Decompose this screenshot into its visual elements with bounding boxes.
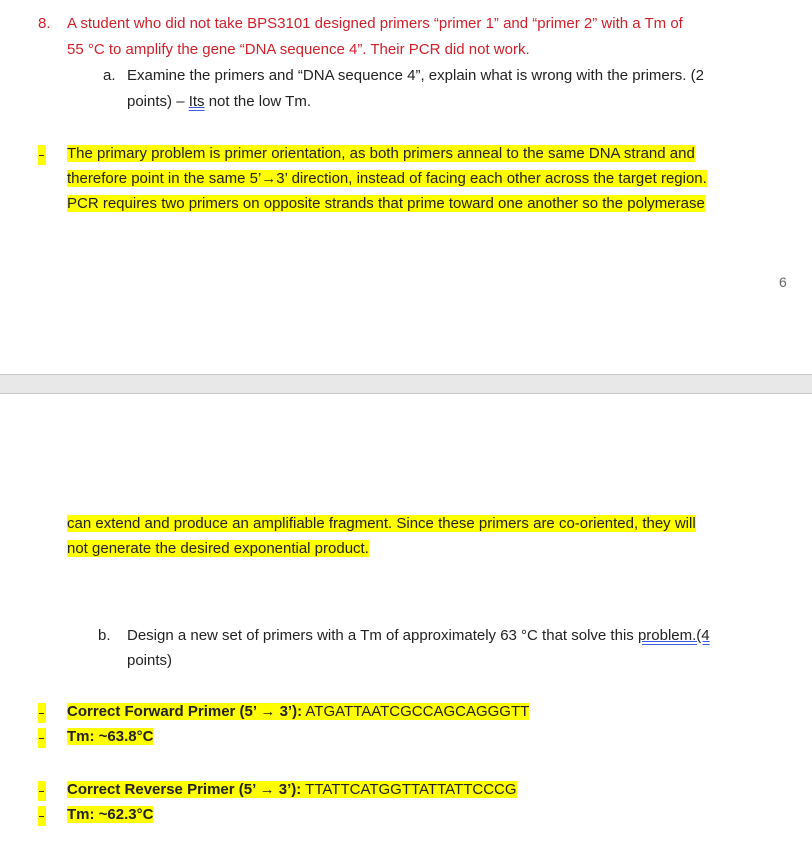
part-b-text-line-1	[127, 627, 710, 644]
question-text-line-2: 55 °C to amplify the gene “DNA sequence 4”. Their PCR did not work.	[67, 41, 530, 58]
question-number: 8.	[38, 15, 51, 32]
part-a-letter: a.	[103, 67, 116, 84]
answer-a-line-4: can extend and produce an amplifiable fragment. Since these primers are co-oriented, they will	[67, 515, 696, 532]
reverse-primer-tm	[67, 806, 153, 823]
forward-primer-label: Correct Forward Primer (5’ → 3’):	[67, 703, 303, 720]
reverse-tm-text: Tm: ~62.3°C	[67, 806, 154, 823]
spellcheck-word-problem: problem.(4	[637, 627, 710, 644]
answer-a-line-2: therefore point in the same 5’→3’ direction, instead of facing each other across the target region.	[67, 170, 707, 187]
part-b-text-line-2: points)	[127, 652, 173, 669]
part-b-letter: b.	[98, 627, 111, 644]
reverse-primer-label: Correct Reverse Primer (5’ → 3’):	[67, 781, 302, 798]
part-a-text-line-1: Examine the primers and “DNA sequence 4”, explain what is wrong with the primers. (2	[127, 67, 704, 84]
list-dash	[38, 703, 46, 723]
part-b-text: Design a new set of primers with a Tm of approximately 63 °C that solve this	[127, 627, 638, 644]
forward-primer-line	[67, 703, 529, 720]
list-dash	[38, 806, 46, 826]
part-a-points: points) –	[127, 93, 189, 110]
part-a-text-line-2	[127, 93, 311, 110]
forward-tm-text: Tm: ~63.8°C	[67, 728, 154, 745]
list-dash	[38, 728, 46, 748]
page-break	[0, 374, 812, 394]
reverse-primer-sequence: TTATTCATGGTTATTATTCCCG	[301, 781, 517, 798]
part-a-note: not the low Tm.	[204, 93, 311, 110]
forward-primer-sequence: ATGATTAATCGCCAGCAGGGTT	[302, 703, 530, 720]
answer-a-line-3: PCR requires two primers on opposite strands that prime toward one another so the polymerase	[67, 195, 705, 212]
answer-a-line-5: not generate the desired exponential product.	[67, 540, 369, 557]
page-number: 6	[779, 274, 787, 290]
list-dash	[38, 781, 46, 801]
answer-a-line-1: The primary problem is primer orientation, as both primers anneal to the same DNA strand and	[67, 145, 695, 162]
question-text-line-1: A student who did not take BPS3101 designed primers “primer 1” and “primer 2” with a Tm of	[67, 15, 683, 32]
reverse-primer-line	[67, 781, 517, 798]
spellcheck-word-its: Its	[188, 93, 205, 110]
forward-primer-tm	[67, 728, 153, 745]
list-dash	[38, 145, 46, 165]
